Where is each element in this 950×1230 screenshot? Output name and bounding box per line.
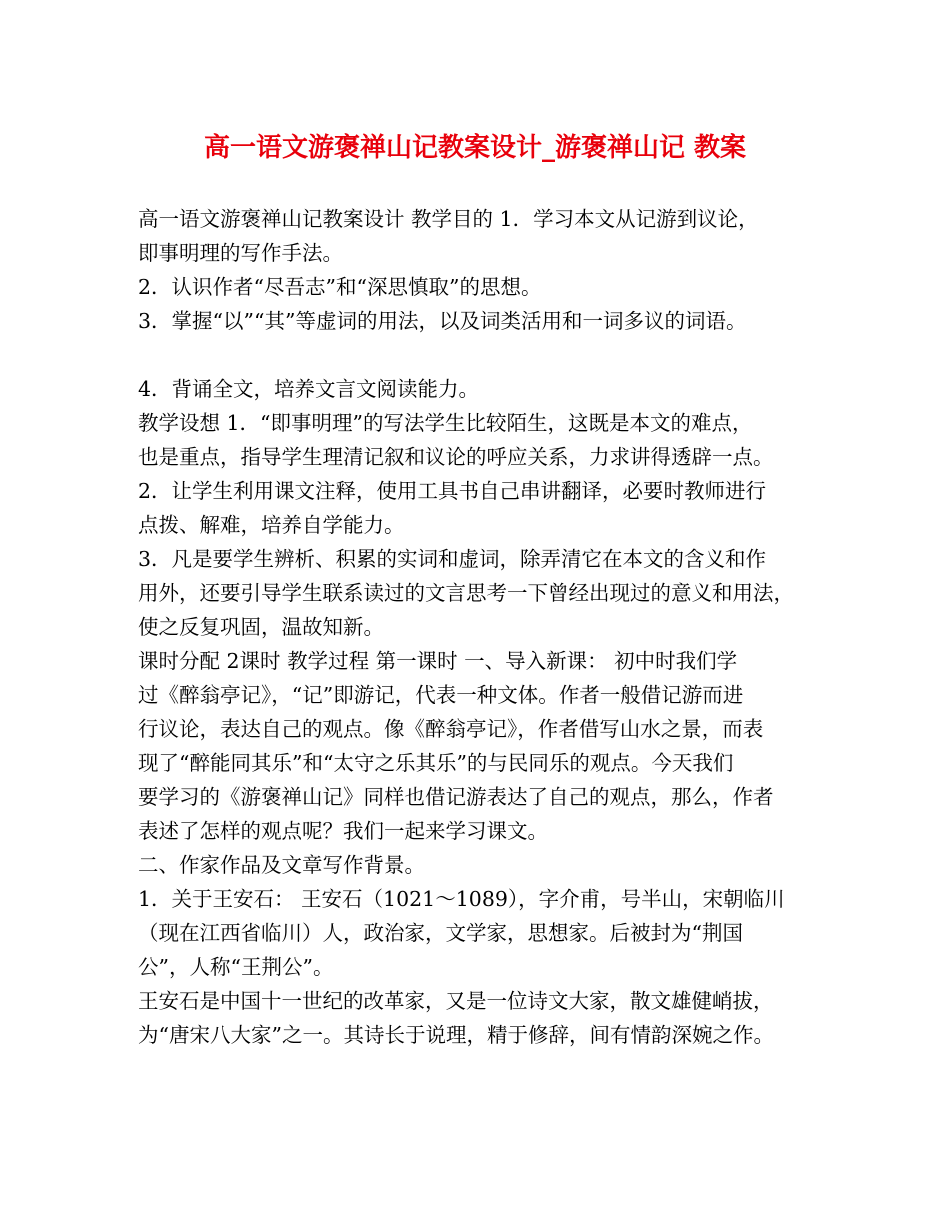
body-line: 2．认识作者“尽吾志”和“深思慎取”的思想。 — [138, 275, 542, 299]
body-line: 过《醉翁亭记》，“记”即游记，代表一种文体。作者一般借记游而进 — [138, 683, 744, 707]
document-title: 高一语文游褒禅山记教案设计_游褒禅山记 教案 — [203, 133, 747, 163]
body-line: 高一语文游褒禅山记教案设计 教学目的 1．学习本文从记游到议论， — [138, 207, 759, 231]
body-line: 2．让学生利用课文注释，使用工具书自己串讲翻译，必要时教师进行 — [138, 479, 767, 503]
body-line: 教学设想 1．“即事明理”的写法学生比较陌生，这既是本文的难点， — [138, 411, 753, 435]
body-line: 王安石是中国十一世纪的改革家，又是一位诗文大家，散文雄健峭拔， — [138, 989, 774, 1013]
body-line: 用外，还要引导学生联系读过的文言思考一下曾经出现过的意义和用法， — [138, 581, 794, 605]
body-line: 1．关于王安石： 王安石（1021～1089），字介甫，号半山，宋朝临川 — [138, 887, 785, 911]
body-line: （现在江西省临川）人，政治家，文学家，思想家。后被封为“荆国 — [138, 921, 743, 945]
body-line: 3．凡是要学生辨析、积累的实词和虚词，除弄清它在本文的含义和作 — [138, 547, 767, 571]
body-line: 行议论，表达自己的观点。像《醉翁亭记》，作者借写山水之景，而表 — [138, 717, 764, 741]
body-line: 表述了怎样的观点呢？我们一起来学习课文。 — [138, 819, 548, 843]
body-line: 课时分配 2课时 教学过程 第一课时 一、导入新课： 初中时我们学 — [138, 649, 738, 673]
body-line: 要学习的《游褒禅山记》同样也借记游表达了自己的观点，那么，作者 — [138, 785, 774, 809]
body-line: 为“唐宋八大家”之一。其诗长于说理，精于修辞，间有情韵深婉之作。 — [138, 1023, 774, 1047]
body-line: 公”，人称“王荆公”。 — [138, 955, 334, 979]
paragraph-gap — [138, 338, 828, 372]
body-line: 使之反复巩固，温故知新。 — [138, 615, 384, 639]
body-line: 即事明理的写作手法。 — [138, 241, 343, 265]
body-line: 也是重点，指导学生理清记叙和议论的呼应关系，力求讲得透辟一点。 — [138, 445, 774, 469]
body-line: 点拨、解难，培养自学能力。 — [138, 513, 405, 537]
body-line: 现了“醉能同其乐”和“太守之乐其乐”的与民同乐的观点。今天我们 — [138, 751, 734, 775]
body-line: 二、作家作品及文章写作背景。 — [138, 853, 425, 877]
body-line: 4．背诵全文，培养文言文阅读能力。 — [138, 377, 480, 401]
body-line: 3．掌握“以”“其”等虚词的用法，以及词类活用和一词多议的词语。 — [138, 309, 747, 333]
document-body — [138, 202, 828, 1052]
